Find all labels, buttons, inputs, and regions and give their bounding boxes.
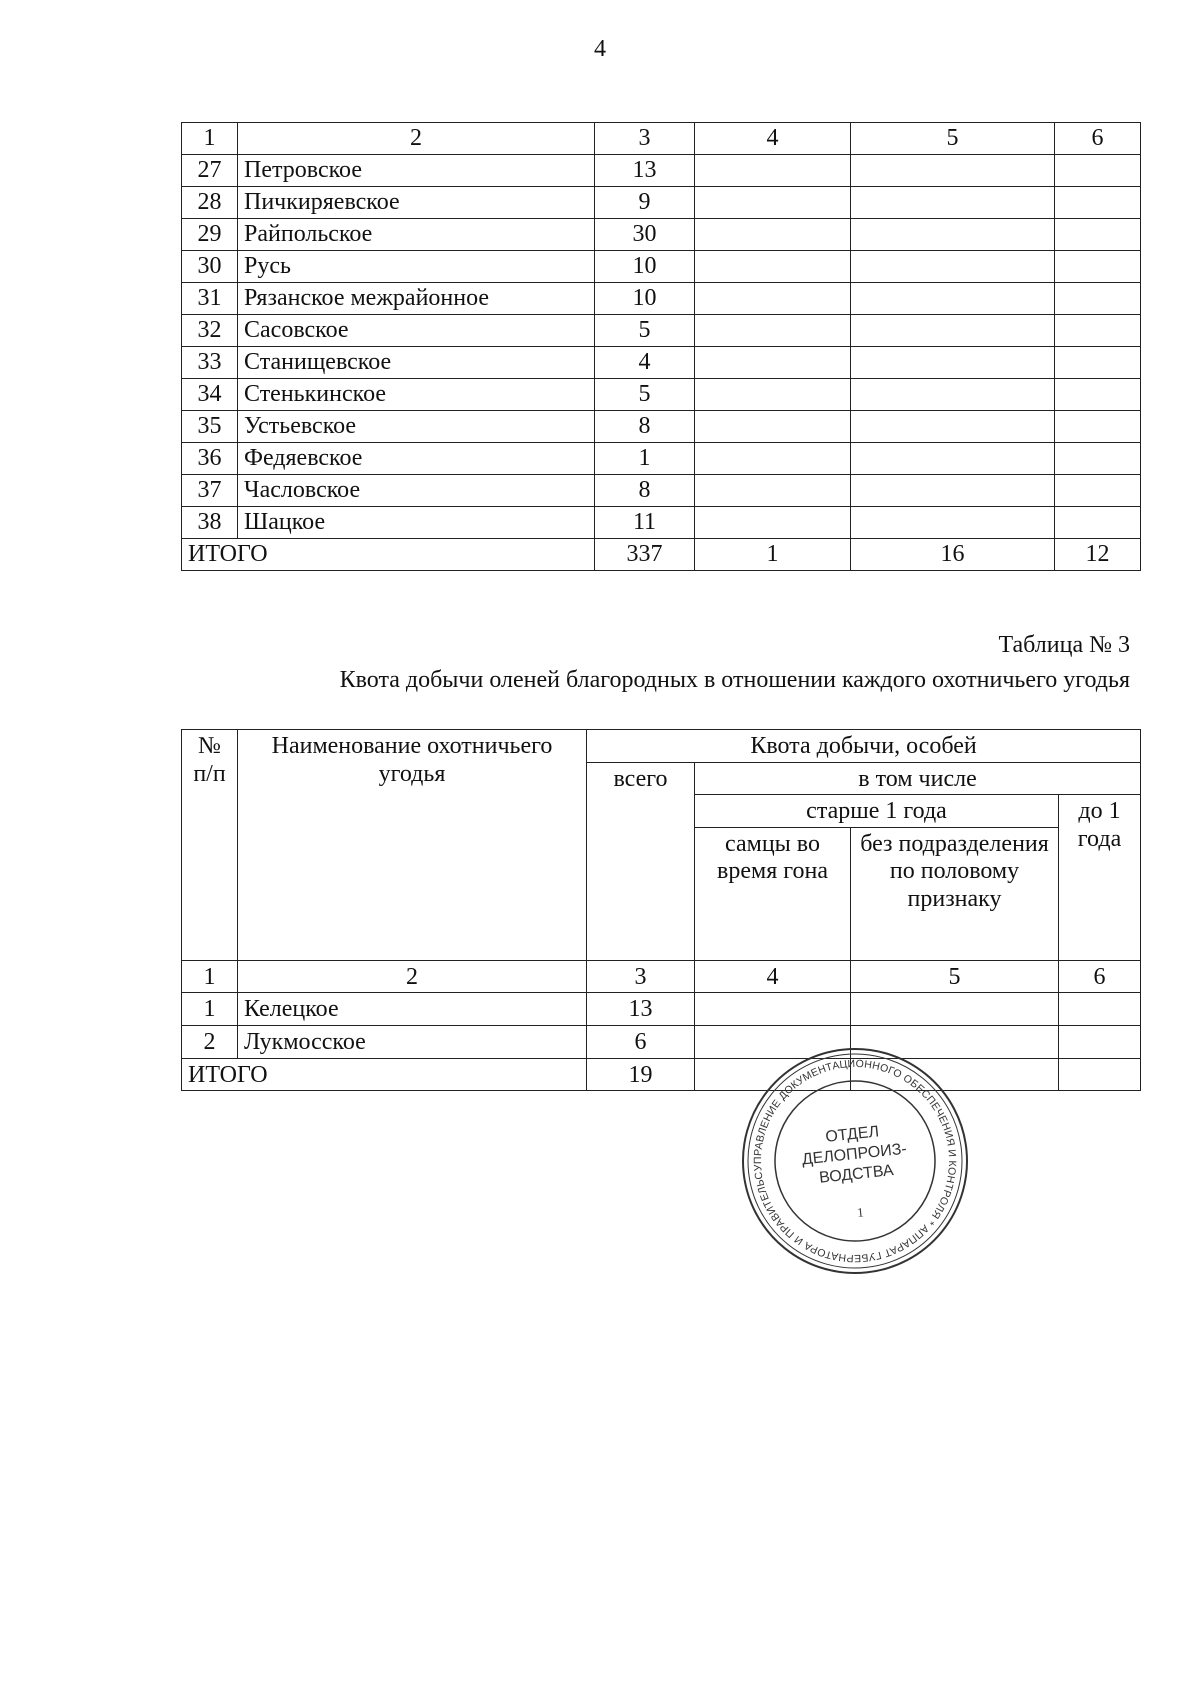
table-row xyxy=(182,411,1141,443)
table-row xyxy=(182,155,1141,187)
column-number: 5 xyxy=(851,123,1055,155)
quota-total: 1 xyxy=(595,443,695,475)
header-males: самцы во время гона xyxy=(695,827,851,960)
total-col6: 12 xyxy=(1055,539,1141,571)
quota-total: 30 xyxy=(595,219,695,251)
row-number: 33 xyxy=(182,347,238,379)
hunting-ground-name: Сасовское xyxy=(238,315,595,347)
table-row xyxy=(182,507,1141,539)
table-row xyxy=(182,187,1141,219)
hunting-ground-name: Лукмосское xyxy=(238,1025,587,1058)
total-col5: 16 xyxy=(851,539,1055,571)
hunting-ground-name: Райпольское xyxy=(238,219,595,251)
table-row xyxy=(182,251,1141,283)
quota-total: 13 xyxy=(587,993,695,1026)
hunting-ground-name: Шацкое xyxy=(238,507,595,539)
column-number: 4 xyxy=(695,123,851,155)
seal-line-3: ВОДСТВА xyxy=(818,1162,895,1187)
total-label: ИТОГО xyxy=(182,539,595,571)
table-row xyxy=(182,347,1141,379)
column-number: 1 xyxy=(182,960,238,993)
row-number: 36 xyxy=(182,443,238,475)
hunting-ground-name: Петровское xyxy=(238,155,595,187)
quota-total: 10 xyxy=(595,251,695,283)
table-number-label: Таблица № 3 xyxy=(998,632,1130,658)
header-name: Наименование охотничьего угодья xyxy=(238,730,587,961)
total-value: 337 xyxy=(595,539,695,571)
header-no-division: без подразделения по половому признаку xyxy=(851,827,1059,960)
column-number: 5 xyxy=(851,960,1059,993)
quota-total: 13 xyxy=(595,155,695,187)
hunting-ground-name: Устьевское xyxy=(238,411,595,443)
column-number: 6 xyxy=(1059,960,1141,993)
row-number: 29 xyxy=(182,219,238,251)
header-including: в том числе xyxy=(695,762,1141,795)
total-value: 19 xyxy=(587,1058,695,1091)
quota-total: 10 xyxy=(595,283,695,315)
page-number: 4 xyxy=(594,36,606,62)
total-row xyxy=(182,539,1141,571)
header-total: всего xyxy=(587,762,695,960)
hunting-ground-name: Стенькинское xyxy=(238,379,595,411)
row-number: 31 xyxy=(182,283,238,315)
hunting-ground-name: Федяевское xyxy=(238,443,595,475)
row-number: 1 xyxy=(182,993,238,1026)
column-number: 2 xyxy=(238,123,595,155)
column-number: 2 xyxy=(238,960,587,993)
column-number: 3 xyxy=(595,123,695,155)
hunting-ground-name: Русь xyxy=(238,251,595,283)
official-seal xyxy=(737,1045,973,1277)
header-under: до 1 года xyxy=(1059,795,1141,961)
column-number-row xyxy=(182,960,1141,993)
seal-ring-text: УПРАВЛЕНИЕ ДОКУМЕНТАЦИОННОГО ОБЕСПЕЧЕНИЯ И КОНТРОЛЯ * АППАРАТ ГУБЕРНАТОРА И ПРАВИТЕЛЬСТВА xyxy=(751,1057,959,1265)
red-deer-quota-table xyxy=(181,729,1141,1091)
quota-total: 9 xyxy=(595,187,695,219)
hunting-ground-name: Келецкое xyxy=(238,993,587,1026)
row-number: 28 xyxy=(182,187,238,219)
quota-total: 6 xyxy=(587,1025,695,1058)
column-number: 4 xyxy=(695,960,851,993)
table-title: Квота добычи оленей благородных в отношении каждого охотничьего угодья xyxy=(339,667,1130,693)
row-number: 32 xyxy=(182,315,238,347)
total-row xyxy=(182,1058,1141,1091)
table-row xyxy=(182,315,1141,347)
column-number-row xyxy=(182,123,1141,155)
hunting-ground-name: Часловское xyxy=(238,475,595,507)
header-row-1 xyxy=(182,730,1141,763)
header-quota: Квота добычи, особей xyxy=(587,730,1141,763)
row-number: 30 xyxy=(182,251,238,283)
row-number: 27 xyxy=(182,155,238,187)
quota-total: 8 xyxy=(595,411,695,443)
header-older: старше 1 года xyxy=(695,795,1059,828)
quota-total: 5 xyxy=(595,315,695,347)
column-number: 1 xyxy=(182,123,238,155)
seal-line-1: ОТДЕЛ xyxy=(824,1123,880,1146)
row-number: 37 xyxy=(182,475,238,507)
hunting-ground-name: Пичкиряевское xyxy=(238,187,595,219)
quota-total: 8 xyxy=(595,475,695,507)
table-row xyxy=(182,1025,1141,1058)
row-number: 35 xyxy=(182,411,238,443)
table-row xyxy=(182,219,1141,251)
hunting-ground-name: Рязанское межрайонное xyxy=(238,283,595,315)
quota-total: 4 xyxy=(595,347,695,379)
table-row xyxy=(182,379,1141,411)
quota-total: 11 xyxy=(595,507,695,539)
row-number: 34 xyxy=(182,379,238,411)
hunting-ground-name: Станищевское xyxy=(238,347,595,379)
quota-total: 5 xyxy=(595,379,695,411)
seal-number: 1 xyxy=(856,1204,865,1221)
table-row xyxy=(182,993,1141,1026)
seal-line-2: ДЕЛОПРОИЗ- xyxy=(801,1140,908,1169)
row-number: 2 xyxy=(182,1025,238,1058)
table-row xyxy=(182,443,1141,475)
row-number: 38 xyxy=(182,507,238,539)
table-row xyxy=(182,283,1141,315)
quota-table-continued xyxy=(181,122,1141,571)
total-col4: 1 xyxy=(695,539,851,571)
column-number: 6 xyxy=(1055,123,1141,155)
header-num: № п/п xyxy=(182,730,238,961)
column-number: 3 xyxy=(587,960,695,993)
table-row xyxy=(182,475,1141,507)
total-label: ИТОГО xyxy=(182,1058,587,1091)
